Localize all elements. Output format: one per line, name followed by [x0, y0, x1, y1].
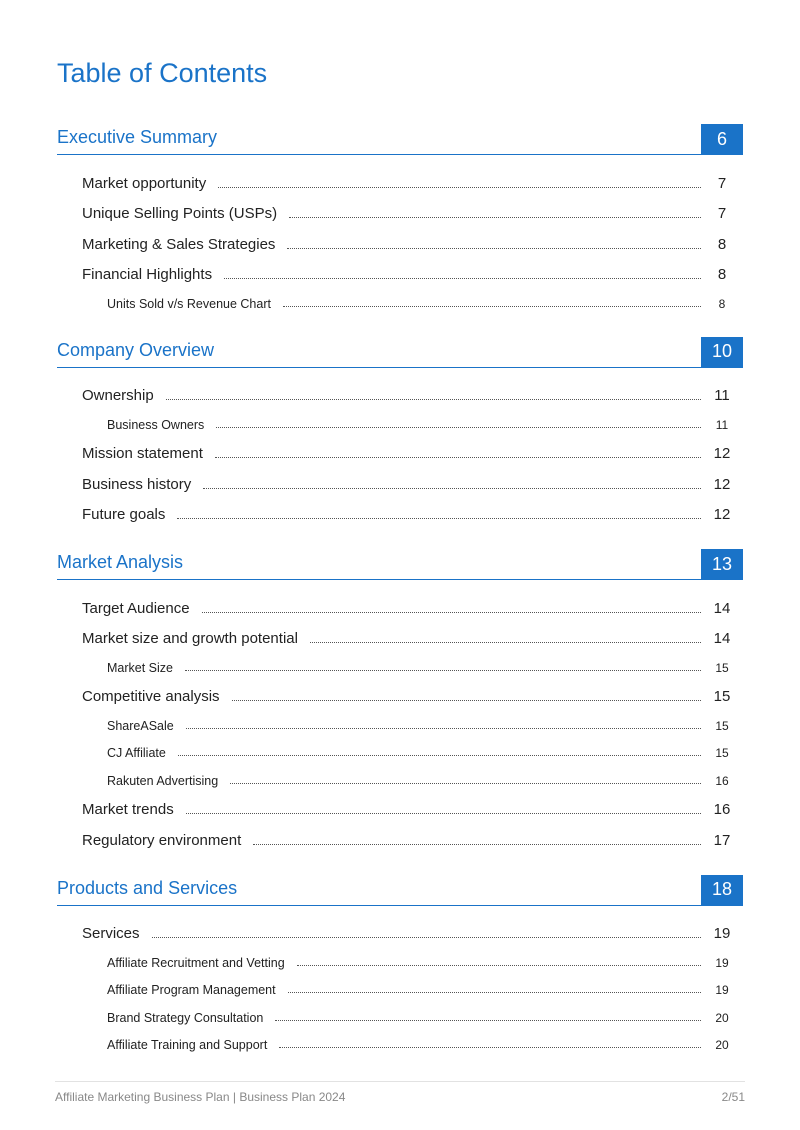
toc-entry-page-number: 17 — [713, 831, 731, 849]
toc-entry-page-number: 14 — [713, 599, 731, 617]
toc-entry-label[interactable]: CJ Affiliate — [107, 746, 166, 760]
dot-leader — [287, 248, 701, 249]
toc-entry-page-number: 15 — [715, 746, 729, 760]
toc-section-title[interactable]: Market Analysis — [57, 552, 184, 572]
toc-section — [57, 549, 743, 853]
dot-leader — [186, 728, 701, 729]
toc-section — [57, 337, 743, 528]
toc-entry[interactable] — [57, 916, 743, 947]
page-title: Table of Contents — [57, 58, 268, 88]
dot-leader — [283, 306, 701, 307]
toc-section-header[interactable] — [57, 875, 743, 906]
toc-entry-label[interactable]: Services — [82, 925, 140, 942]
dot-leader — [310, 642, 701, 643]
toc-section-header[interactable] — [57, 124, 743, 155]
dot-leader — [216, 427, 701, 428]
toc-section-title[interactable]: Executive Summary — [57, 127, 218, 147]
toc-entry-page-number: 11 — [715, 417, 729, 432]
toc-entry-page-number: 20 — [715, 1038, 729, 1052]
toc-entry-label[interactable]: Regulatory environment — [82, 831, 242, 849]
toc-entry-page-number: 12 — [713, 506, 731, 523]
dot-leader — [203, 488, 701, 489]
toc-entry-label[interactable]: Business Owners — [107, 417, 205, 432]
toc-section-page-number: 13 — [701, 549, 743, 579]
toc-entry-label[interactable]: Brand Strategy Consultation — [107, 1010, 264, 1025]
toc-entry[interactable] — [57, 226, 743, 257]
toc-entry-list — [57, 906, 743, 1057]
toc-subentry[interactable] — [57, 946, 743, 974]
table-of-contents — [57, 124, 743, 1078]
toc-section-page-number: 10 — [701, 337, 743, 367]
toc-entry-label[interactable]: Affiliate Training and Support — [107, 1038, 268, 1052]
dot-leader — [224, 278, 701, 279]
toc-section-page-number: 6 — [701, 124, 743, 154]
toc-entry-page-number: 19 — [715, 983, 729, 997]
toc-entry-page-number: 20 — [715, 1010, 729, 1025]
dot-leader — [186, 813, 701, 814]
dot-leader — [297, 965, 701, 966]
toc-entry-label[interactable]: Mission statement — [82, 445, 203, 462]
toc-section-title[interactable]: Products and Services — [57, 877, 238, 898]
toc-entry-list — [57, 155, 743, 315]
dot-leader — [185, 670, 701, 671]
toc-entry-page-number: 7 — [717, 205, 727, 222]
toc-entry-page-number: 16 — [715, 773, 729, 788]
toc-entry[interactable] — [57, 436, 743, 467]
toc-entry-list — [57, 368, 743, 528]
toc-entry-page-number: 11 — [714, 387, 730, 404]
toc-subentry[interactable] — [57, 709, 743, 737]
toc-entry-label[interactable]: Affiliate Recruitment and Vetting — [107, 955, 285, 970]
dot-leader — [202, 612, 701, 613]
dot-leader — [218, 187, 701, 188]
toc-entry[interactable] — [57, 621, 743, 652]
toc-subentry[interactable] — [57, 764, 743, 792]
toc-entry-label[interactable]: Ownership — [82, 387, 154, 404]
footer-page-number: 2/51 — [721, 1090, 745, 1104]
toc-entry-page-number: 19 — [713, 925, 731, 942]
page-footer — [55, 1081, 745, 1104]
dot-leader — [279, 1047, 701, 1048]
toc-entry[interactable] — [57, 165, 743, 196]
dot-leader — [215, 457, 701, 458]
toc-entry-label[interactable]: Marketing & Sales Strategies — [82, 235, 276, 253]
toc-subentry[interactable] — [57, 287, 743, 315]
toc-entry-label[interactable]: Financial Highlights — [82, 266, 213, 283]
toc-entry-label[interactable]: Market trends — [82, 801, 174, 818]
toc-entry-page-number: 12 — [713, 445, 731, 462]
dot-leader — [289, 217, 701, 218]
toc-section-page-number: 18 — [701, 875, 743, 905]
toc-entry-label[interactable]: ShareASale — [107, 718, 174, 733]
toc-entry[interactable] — [57, 590, 743, 621]
toc-entry-label[interactable]: Market opportunity — [82, 174, 207, 192]
toc-entry-page-number: 15 — [713, 688, 731, 705]
toc-entry-page-number: 7 — [717, 174, 727, 192]
toc-entry-page-number: 16 — [713, 801, 731, 818]
toc-section-header[interactable] — [57, 337, 743, 368]
toc-subentry[interactable] — [57, 408, 743, 436]
dot-leader — [253, 844, 701, 845]
toc-entry[interactable] — [57, 378, 743, 409]
toc-entry[interactable] — [57, 497, 743, 528]
toc-entry-page-number: 15 — [715, 718, 729, 733]
toc-entry-page-number: 8 — [718, 296, 726, 311]
toc-section-title[interactable]: Company Overview — [57, 339, 215, 360]
dot-leader — [230, 783, 701, 784]
dot-leader — [178, 755, 701, 756]
toc-entry-label[interactable]: Affiliate Program Management — [107, 983, 276, 997]
toc-section-header[interactable] — [57, 549, 743, 580]
toc-entry[interactable] — [57, 257, 743, 288]
toc-entry-label[interactable]: Business history — [82, 475, 192, 493]
toc-subentry[interactable] — [57, 974, 743, 1002]
toc-entry-label[interactable]: Market size and growth potential — [82, 630, 298, 647]
toc-subentry[interactable] — [57, 737, 743, 765]
toc-entry-label[interactable]: Future goals — [82, 506, 166, 523]
toc-entry-page-number: 14 — [713, 630, 731, 647]
toc-subentry[interactable] — [57, 651, 743, 679]
toc-entry-label[interactable]: Units Sold v/s Revenue Chart — [107, 296, 271, 311]
dot-leader — [166, 399, 701, 400]
toc-entry-label[interactable]: Target Audience — [82, 599, 190, 617]
toc-entry-label[interactable]: Competitive analysis — [82, 688, 220, 705]
toc-entry[interactable] — [57, 822, 743, 853]
toc-entry[interactable] — [57, 792, 743, 823]
dot-leader — [275, 1020, 701, 1021]
toc-entry-page-number: 19 — [715, 955, 729, 970]
toc-section — [57, 875, 743, 1057]
dot-leader — [152, 937, 701, 938]
toc-subentry[interactable] — [57, 1001, 743, 1029]
toc-entry-list — [57, 580, 743, 853]
toc-entry-page-number: 15 — [715, 660, 729, 675]
toc-entry-label[interactable]: Unique Selling Points (USPs) — [82, 205, 278, 222]
toc-entry-page-number: 8 — [717, 266, 727, 283]
dot-leader — [232, 700, 701, 701]
toc-subentry[interactable] — [57, 1029, 743, 1057]
dot-leader — [177, 518, 701, 519]
toc-entry[interactable] — [57, 679, 743, 710]
toc-entry-label[interactable]: Rakuten Advertising — [107, 773, 219, 788]
footer-document-title: Affiliate Marketing Business Plan | Business Plan 2024 — [55, 1090, 346, 1104]
toc-entry-page-number: 12 — [713, 475, 731, 493]
toc-entry[interactable] — [57, 196, 743, 227]
toc-entry-page-number: 8 — [717, 235, 727, 253]
toc-entry[interactable] — [57, 466, 743, 497]
toc-section — [57, 124, 743, 315]
dot-leader — [288, 992, 701, 993]
toc-entry-label[interactable]: Market Size — [107, 660, 173, 675]
